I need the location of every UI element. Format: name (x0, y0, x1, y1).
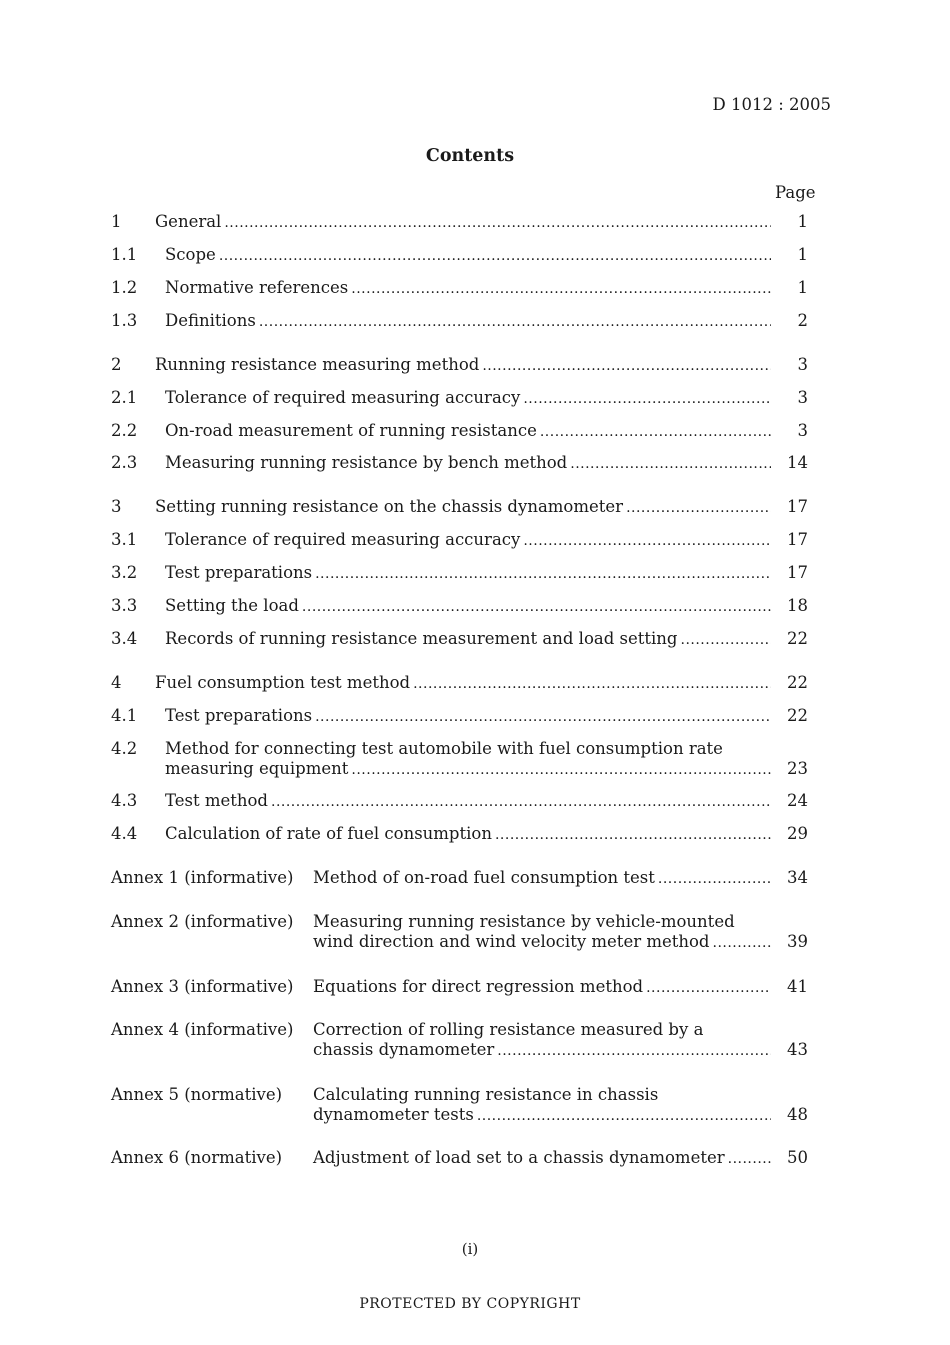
dot-leader (482, 358, 771, 374)
section-title-text: Calculation of rate of fuel consumption (165, 824, 492, 843)
annex-label: Annex 6 (normative) (111, 1148, 283, 1167)
annex-title (313, 912, 771, 931)
section-number: 4.4 (111, 824, 138, 843)
page-number: 1 (797, 245, 808, 264)
section-number: 3 (111, 497, 122, 516)
annex-label: Annex 4 (informative) (111, 1020, 294, 1039)
annex-title (313, 868, 771, 887)
section-title-text: Test preparations (165, 706, 313, 725)
section-number: 2.2 (111, 421, 138, 440)
section-title-text: Measuring running resistance by bench method (165, 453, 568, 472)
section-title (155, 673, 771, 692)
section-number: 3.3 (111, 596, 138, 615)
section-title-text: Definitions (165, 311, 256, 330)
page-number: 3 (797, 388, 808, 407)
dot-leader (728, 1151, 771, 1167)
dot-leader (351, 281, 771, 297)
section-title (165, 563, 771, 582)
annex-title-cont (313, 1040, 771, 1059)
dot-leader (224, 215, 771, 231)
dot-leader (523, 391, 771, 407)
section-number: 1.2 (111, 278, 138, 297)
section-title (165, 791, 771, 810)
section-number: 4.3 (111, 791, 138, 810)
dot-leader (413, 676, 771, 692)
section-title-text: Records of running resistance measurement and load setting (165, 629, 678, 648)
dot-leader (259, 314, 771, 330)
section-number: 2.3 (111, 453, 138, 472)
dot-leader (540, 424, 771, 440)
section-title (165, 245, 771, 264)
annex-title-text: Adjustment of load set to a chassis dynamometer (313, 1148, 725, 1167)
dot-leader (477, 1108, 771, 1124)
dot-leader (495, 827, 771, 843)
page-column-header: Page (775, 183, 816, 202)
dot-leader (523, 533, 771, 549)
dot-leader (570, 456, 771, 472)
annex-title (313, 977, 771, 996)
section-number: 4.2 (111, 739, 138, 758)
dot-leader (713, 935, 772, 951)
page-number: 3 (797, 355, 808, 374)
section-number: 1 (111, 212, 122, 231)
document-number: D 1012 : 2005 (712, 95, 831, 114)
section-title (155, 355, 771, 374)
section-title (165, 706, 771, 725)
section-title (165, 311, 771, 330)
page-title: Contents (425, 146, 515, 166)
annex-title-cont-text: dynamometer tests (313, 1105, 474, 1124)
section-title (165, 596, 771, 615)
section-title-text: Fuel consumption test method (155, 673, 411, 692)
annex-label: Annex 3 (informative) (111, 977, 294, 996)
section-number: 3.2 (111, 563, 138, 582)
annex-title (313, 1148, 771, 1167)
dot-leader (626, 500, 771, 516)
footer-page-number: (i) (461, 1240, 479, 1258)
section-title-text: General (155, 212, 222, 231)
section-number: 2.1 (111, 388, 138, 407)
section-title (155, 497, 771, 516)
dot-leader (646, 980, 771, 996)
section-number: 4 (111, 673, 122, 692)
section-title-text: Setting running resistance on the chassis dynamometer (155, 497, 624, 516)
page-number: 39 (787, 932, 808, 951)
annex-label: Annex 1 (informative) (111, 868, 294, 887)
annex-label: Annex 5 (normative) (111, 1085, 283, 1104)
page-number: 17 (787, 530, 808, 549)
copyright-notice: PROTECTED BY COPYRIGHT (359, 1296, 581, 1312)
section-title-text: Normative references (165, 278, 349, 297)
dot-leader (681, 632, 772, 648)
section-title (165, 421, 771, 440)
annex-title (313, 1020, 771, 1039)
page-number: 17 (787, 497, 808, 516)
dot-leader (315, 566, 771, 582)
page-number: 22 (787, 706, 808, 725)
section-title-text: Setting the load (165, 596, 299, 615)
page-number: 22 (787, 673, 808, 692)
section-title-text: Scope (165, 245, 216, 264)
page-number: 29 (787, 824, 808, 843)
annex-title (313, 1085, 771, 1104)
annex-title-text: Measuring running resistance by vehicle-mounted (313, 912, 735, 931)
section-number: 1.3 (111, 311, 138, 330)
annex-title-cont (313, 932, 771, 951)
section-title-text: Tolerance of required measuring accuracy (165, 530, 521, 549)
page-number: 1 (797, 212, 808, 231)
dot-leader (271, 794, 771, 810)
annex-title-cont-text: wind direction and wind velocity meter method (313, 932, 710, 951)
section-number: 3.1 (111, 530, 138, 549)
section-title-text: Tolerance of required measuring accuracy (165, 388, 521, 407)
section-title-text: Running resistance measuring method (155, 355, 480, 374)
annex-title-cont (313, 1105, 771, 1124)
section-title (165, 739, 771, 758)
page-number: 48 (787, 1105, 808, 1124)
section-title-text: Test method (165, 791, 268, 810)
dot-leader (351, 762, 771, 778)
section-number: 2 (111, 355, 122, 374)
section-title (165, 453, 771, 472)
page-number: 41 (787, 977, 808, 996)
dot-leader (302, 599, 771, 615)
section-title-cont (165, 759, 771, 778)
page-number: 22 (787, 629, 808, 648)
page-number: 18 (787, 596, 808, 615)
section-title-text: On-road measurement of running resistance (165, 421, 537, 440)
page-number: 34 (787, 868, 808, 887)
annex-title-text: Equations for direct regression method (313, 977, 644, 996)
annex-title-text: Method of on-road fuel consumption test (313, 868, 655, 887)
section-title-cont-text: measuring equipment (165, 759, 349, 778)
page-number: 23 (787, 759, 808, 778)
page-number: 43 (787, 1040, 808, 1059)
section-number: 3.4 (111, 629, 138, 648)
page-number: 2 (797, 311, 808, 330)
page-number: 24 (787, 791, 808, 810)
dot-leader (219, 248, 771, 264)
annex-title-text: Calculating running resistance in chassis (313, 1085, 659, 1104)
page-number: 3 (797, 421, 808, 440)
section-number: 1.1 (111, 245, 138, 264)
annex-title-text: Correction of rolling resistance measured by a (313, 1020, 704, 1039)
annex-label: Annex 2 (informative) (111, 912, 294, 931)
dot-leader (658, 871, 771, 887)
section-title (165, 824, 771, 843)
section-number: 4.1 (111, 706, 138, 725)
dot-leader (497, 1043, 771, 1059)
section-title-text: Test preparations (165, 563, 313, 582)
dot-leader (315, 709, 771, 725)
page-number: 17 (787, 563, 808, 582)
page-number: 14 (787, 453, 808, 472)
section-title (165, 388, 771, 407)
section-title (165, 278, 771, 297)
page-number: 50 (787, 1148, 808, 1167)
annex-title-cont-text: chassis dynamometer (313, 1040, 495, 1059)
section-title (165, 629, 771, 648)
page-number: 1 (797, 278, 808, 297)
section-title (155, 212, 771, 231)
section-title-text: Method for connecting test automobile with fuel consumption rate (165, 739, 723, 758)
section-title (165, 530, 771, 549)
